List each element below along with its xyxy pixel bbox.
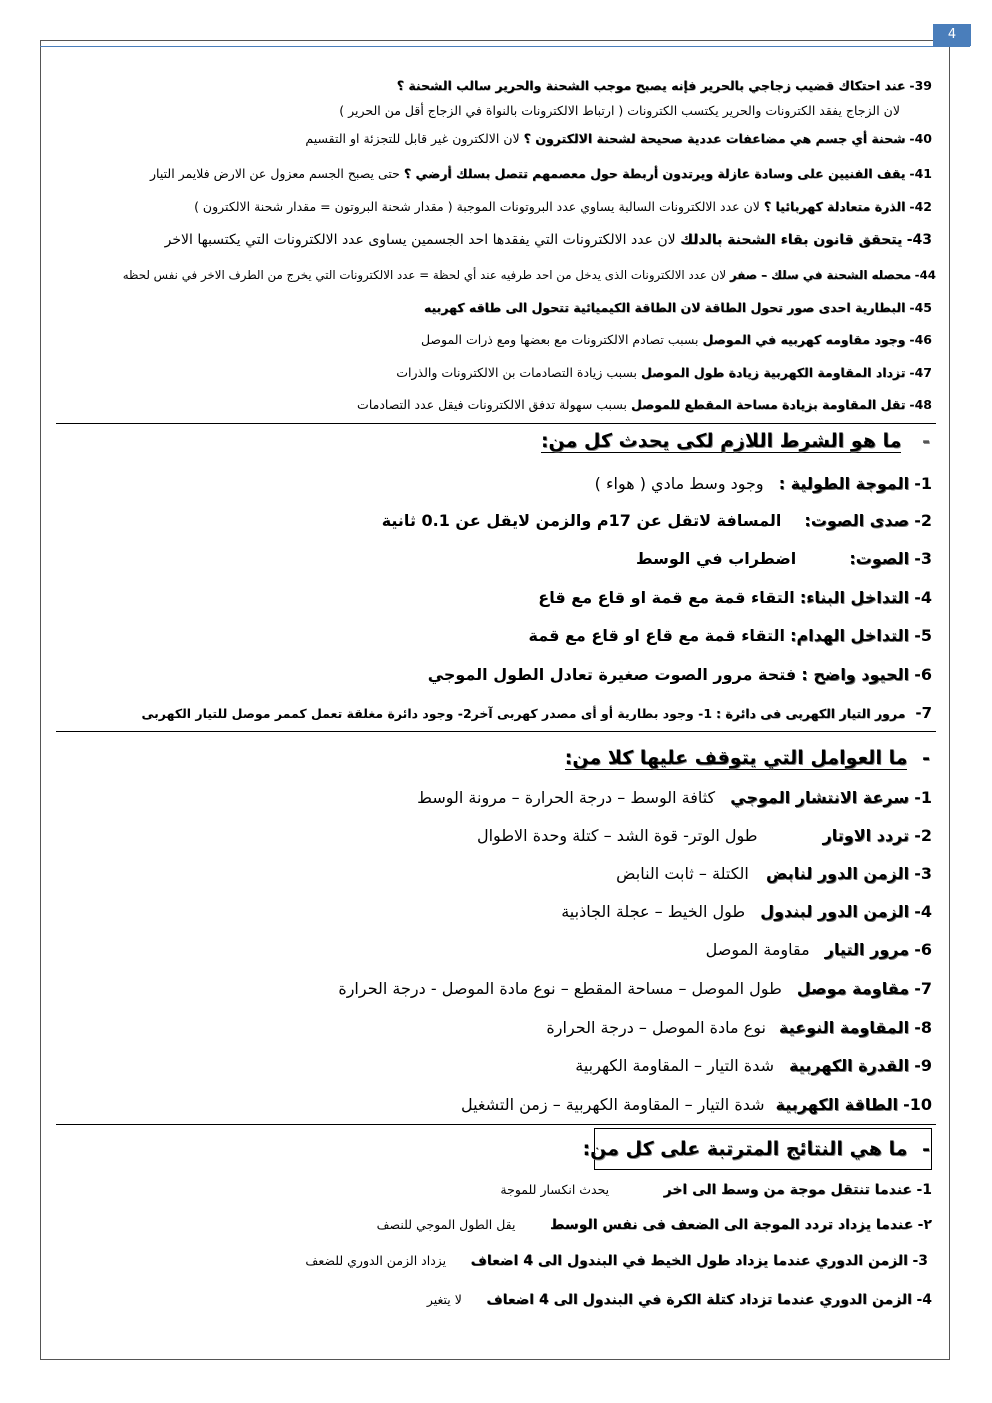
factor-7: 7- مقاومة موصل طول الموصل – مساحة المقطع – نوع مادة الموصل - درجة الحرارة: [338, 979, 932, 998]
factor-4: 4- الزمن الدور لبندول طول الخيط – عجلة الجاذبية: [561, 902, 932, 921]
reason-40: 40- شحنة أي جسم هي مضاعفات عددية صحيحة لشحنة الالكترون ؟ لان الالكترون غير قابل للتجزئة او التقسيم: [305, 131, 932, 146]
reason-47: 47- تزداد المقاومة الكهربية زيادة طول الموصل بسبب زيادة التصادمات بن الالكترونات والذرات: [396, 365, 932, 380]
factor-8: 8- المقاومة النوعية نوع مادة الموصل – درجة الحرارة: [546, 1018, 932, 1037]
reason-44: 44- محصله الشحنة في سلك – صفر لان عدد الالكترونات الذى يدخل من احد طرفيه عند أي لحظة = عدد الالكترونات التي يخرج من الطرف الاخر في نفس لحظه: [122, 268, 936, 282]
condition-4: 4- التداخل البناء: التقاء قمة مع قمة او قاع مع قاع: [538, 588, 932, 607]
result-4: 4- الزمن الدوري عندما تزداد كتلة الكرة في البندول الى 4 اضعاف لا يتغير: [426, 1292, 932, 1308]
factor-3: 3- الزمن الدور لنابض الكتلة – ثابت النابض: [616, 864, 932, 883]
header-rule: [40, 46, 970, 47]
factor-10: 10- الطاقة الكهربية شدة التيار – المقاومة الكهربية – زمن التشغيل: [460, 1095, 932, 1114]
condition-7: 7- مرور التيار الكهربى فى دائرة : 1- وجود بطارية أو أى مصدر كهربى آخر2- وجود دائرة مغلقة تعمل كممر موصل للتيار الكهربى: [141, 704, 932, 722]
factor-6: 6- مرور التيار مقاومة الموصل: [705, 940, 932, 959]
reason-42: 42- الذرة متعادلة كهربائيا ؟ لان عدد الالكترونات السالبة يساوي عدد البروتونات الموجبة ( مقدار شحنة البروتون = مقدار شحنة الالكترون ): [194, 199, 932, 214]
condition-3: 3- الصوت: اضطراب في الوسط: [636, 549, 932, 568]
factors-title: - ما العوامل التي يتوقف عليها كلا من:: [564, 747, 930, 769]
divider: [56, 1124, 936, 1125]
divider: [56, 423, 936, 424]
result-3: 3- الزمن الدوري عندما يزداد طول الخيط في البندول الى 4 اضعاف يزداد الزمن الدوري للضعف: [305, 1253, 928, 1269]
divider: [56, 731, 936, 732]
condition-6: 6- الحيود واضح : فتحة مرور الصوت صغيرة تعادل الطول الموجي: [427, 665, 932, 684]
factor-9: 9- القدرة الكهربية شدة التيار – المقاومة الكهربية: [575, 1056, 932, 1075]
reason-39: 39- عند احتكاك قضيب زجاجي بالحرير فإنه يصبح موجب الشحنة والحرير سالب الشحنة ؟: [396, 78, 932, 93]
result-2: ٢- عندما يزداد تردد الموجة الى الضعف فى نفس الوسط يقل الطول الموجي للنصف: [376, 1217, 932, 1233]
reason-46: 46- وجود مقاومه كهربيه في الموصل بسبب تصادم الالكترونات مع بعضها ومع ذرات الموصل: [420, 332, 932, 347]
reason-key: عند احتكاك قضيب زجاجي بالحرير فإنه يصبح موجب الشحنة والحرير سالب الشحنة ؟: [396, 78, 906, 93]
result-1: 1- عندما تنتقل موجة من وسط الى اخر يحدث انكسار للموجة: [500, 1182, 932, 1198]
factor-2: 2- تردد الاوتار طول الوتر- قوة الشد – كتلة وحدة الاطوال: [476, 826, 932, 845]
page-number: 4: [933, 24, 971, 46]
conditions-title: - ما هو الشرط اللازم لكى يحدث كل من:: [540, 430, 930, 452]
condition-5: 5- التداخل الهدام: التقاء قمة مع قاع او قاع مع قمة: [528, 626, 932, 645]
reason-48: 48- تقل المقاومة بزيادة مساحة المقطع للموصل بسبب سهولة تدفق الالكترونات فيقل عدد التصادمات: [357, 397, 932, 412]
factor-1: 1- سرعة الانتشار الموجي كثافة الوسط – درجة الحرارة – مرونة الوسط: [417, 788, 932, 807]
reason-45: 45- البطارية احدى صور تحول الطاقة لان الطاقة الكيميائية تتحول الى طاقه كهربيه: [423, 300, 932, 315]
reason-41: 41- يقف الفنيين على وسادة عازلة ويرتدون أربطة حول معصمهم تتصل بسلك أرضي ؟ حتى يصبح الجسم معزول عن الارض فلايمر التيار: [150, 166, 932, 181]
condition-2: 2- صدى الصوت: المسافة لاتقل عن 17م والزمن لايقل عن 0.1 ثانية: [381, 511, 932, 530]
results-title: - ما هي النتائج المترتبة على كل من:: [582, 1138, 930, 1160]
reason-39-answer: لان الزجاج يفقد الكترونات والحرير يكتسب الكترونات ( ارتباط الالكترونات بالنواة في الزجاج أقل من الحرير ): [339, 103, 900, 118]
reason-43: 43- يتحقق قانون بقاء الشحنة بالدلك لان عدد الالكترونات التي يفقدها احد الجسمين يساوى عدد الالكترونات التي يكتسبها الاخر: [164, 232, 932, 248]
condition-1: 1- الموجة الطولية : وجود وسط مادي ( هواء ): [594, 474, 932, 493]
